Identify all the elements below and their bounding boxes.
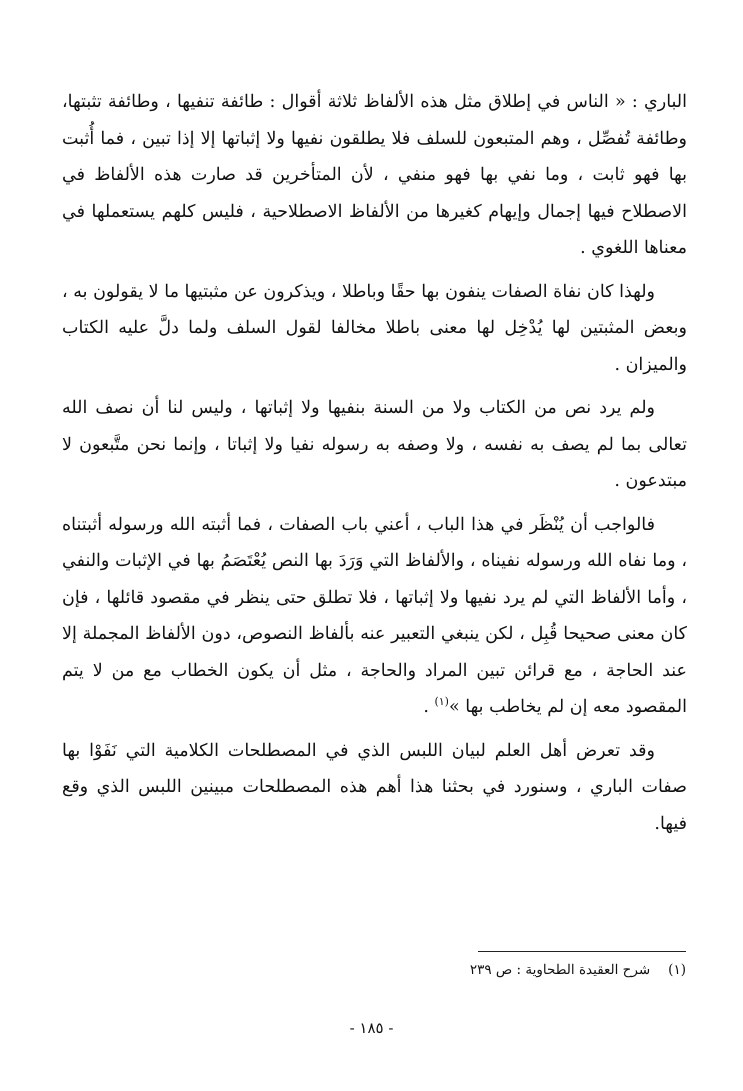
footnote-divider bbox=[478, 951, 686, 952]
paragraph-4-end: . bbox=[423, 697, 435, 717]
footnote bbox=[470, 960, 686, 980]
main-text bbox=[62, 84, 687, 842]
paragraph-5: وقد تعرض أهل العلم لبيان اللبس الذي في المصطلحات الكلامية التي نَفَوْا بها صفات الباري ، وسنورد في بحثنا هذا أهم هذه المصطلحات مبينين اللبس الذي وقع فيها. bbox=[62, 740, 687, 834]
paragraph-1: الباري : « الناس في إطلاق مثل هذه الألفاظ ثلاثة أقوال : طائفة تنفيها ، وطائفة تثبتها، وطائفة تُفصِّل ، وهم المتبعون للسلف فلا يطلقون نفيها ولا إثباتها إلا إذا تبين ، فما أُثبت بها فهو ثابت ، وما نفي بها فهو منفي ، لأن المتأخرين قد صارت هذه الألفاظ في الاصطلاح فيها إجمال وإيهام كغيرها من الألفاظ الاصطلاحية ، فليس كلهم يستعملها في معناها اللغوي . bbox=[62, 92, 687, 258]
footnote-reference[interactable]: (١) bbox=[434, 695, 449, 709]
paragraph-2: ولهذا كان نفاة الصفات ينفون بها حقًا وباطلا ، ويذكرون عن مثبتيها ما لا يقولون به ، وبعض المثبتين لها يُدْخِل لها معنى باطلا مخالفا لقول السلف ولما دلَّ عليه الكتاب والميزان . bbox=[62, 281, 687, 375]
footnote-number: (١) bbox=[668, 962, 686, 978]
paragraph-4 bbox=[62, 507, 687, 726]
paragraph-3: ولم يرد نص من الكتاب ولا من السنة بنفيها ولا إثباتها ، وليس لنا أن نصف الله تعالى بما لم يصف به نفسه ، ولا وصفه به رسوله نفيا ولا إثباتا ، وإنما نحن متَّبعون لا مبتدعون . bbox=[62, 398, 687, 491]
paragraph-4-text: فالواجب أن يُنْظَر في هذا الباب ، أعني باب الصفات ، فما أثبته الله ورسوله أثبتناه ، وما نفاه الله ورسوله نفيناه ، والألفاظ التي وَرَدَ بها النص يُعْتَصَمُ بها في الإثبات والنفي ، وأما الألفاظ التي لم يرد نفيها ولا إثباتها ، فلا تطلق حتى ينظر في مقصود قائلها ، فإن كان معنى صحيحا قُبِل ، لكن ينبغي التعبير عنه بألفاظ النصوص، دون الألفاظ المجملة إلا عند الحاجة ، مع قرائن تبين المراد والحاجة ، مثل أن يكون الخطاب مع من لا يتم المقصود معه إن لم يخاطب بها » bbox=[62, 514, 687, 717]
page-number: - ١٨٥ - bbox=[349, 1019, 394, 1037]
footnote-text: شرح العقيدة الطحاوية : ص ٢٣٩ bbox=[469, 962, 651, 978]
